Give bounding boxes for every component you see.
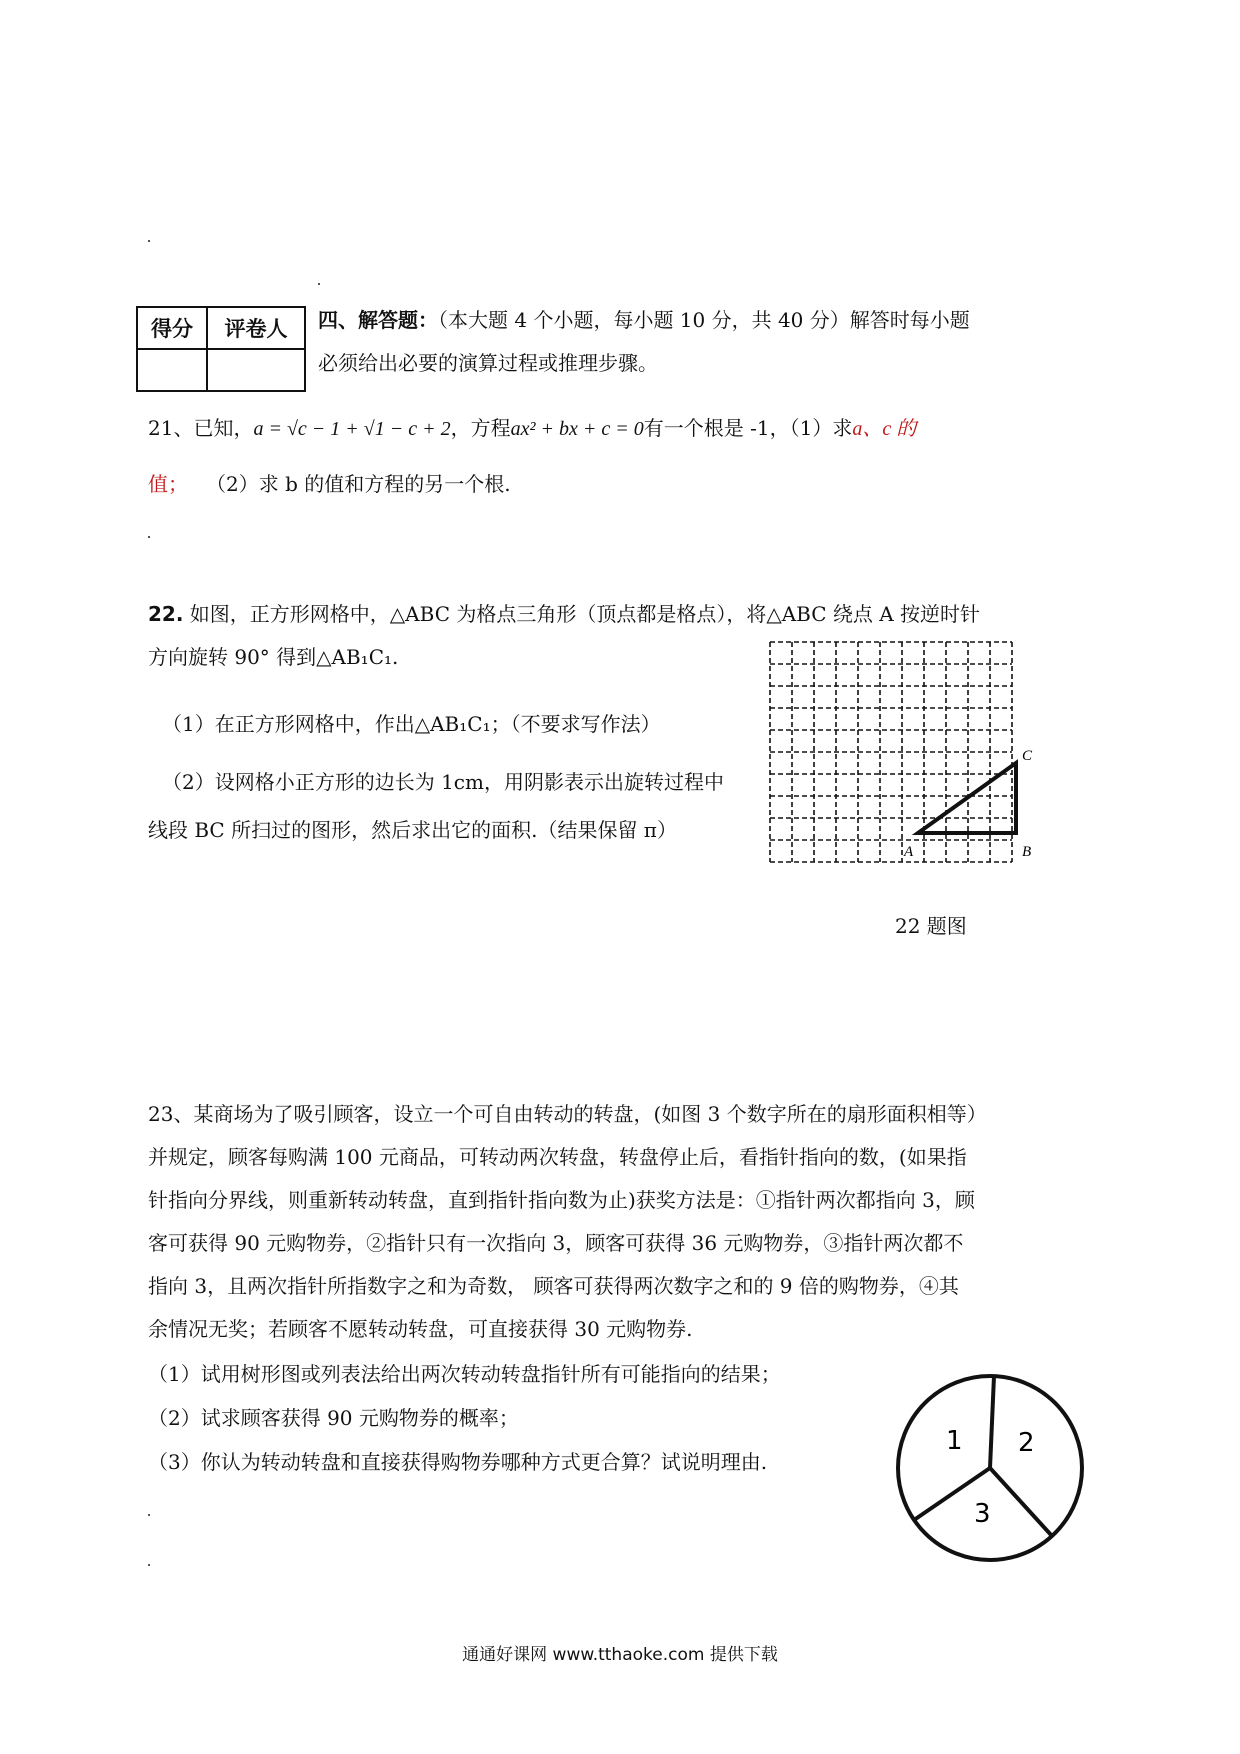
q23-text-2: 并规定，顾客每购满 100 元商品，可转动两次转盘，转盘停止后，看指针指向的数，(如果指 [148,1145,967,1169]
q22-text-1: 如图，正方形网格中，△ABC 为格点三角形（顶点都是格点），将△ABC 绕点 A 按逆时针 [189,602,981,626]
score-cell[interactable] [137,349,207,391]
stray-dot [148,1514,150,1516]
sector-1-label: 1 [946,1426,963,1456]
grid-lines [770,642,1012,862]
section-desc-line-2 [318,349,658,377]
grader-label: 评卷人 [207,307,305,349]
stray-dot [148,1564,150,1566]
q22-number: 22. [148,602,184,626]
q21-number: 21、 [148,416,194,440]
section-desc-1: （本大题 4 个小题，每小题 10 分，共 40 分）解答时每小题 [438,308,970,332]
q22-part2a-text: （2）设网格小正方形的边长为 1cm，用阴影表示出旋转过程中 [162,770,724,794]
q23-part-2 [148,1404,519,1432]
spinner-figure [890,1368,1090,1568]
q23-line-1 [148,1100,987,1128]
q22-part2b-text: 线段 BC 所扫过的图形，然后求出它的面积.（结果保留 π） [148,818,677,842]
label-a: A [904,844,914,860]
q23-part-3 [148,1448,767,1476]
stray-dot [148,240,150,242]
q21-part2: （2）求 b 的值和方程的另一个根. [206,472,511,496]
q21-equation: ax² + bx + c = 0 [510,418,644,440]
section-heading [318,306,970,334]
q22-part-2b [148,816,677,844]
q23-text-6: 余情况无奖；若顾客不愿转动转盘，可直接获得 30 元购物券. [148,1317,693,1341]
q21-red-text: 值； [148,472,188,496]
q23-line-4 [148,1229,963,1257]
q21-line-2 [148,470,511,498]
label-c: C [1022,748,1033,764]
spinner-divider-right [990,1468,1052,1536]
q23-text-1: 23、某商场为了吸引顾客，设立一个可自由转动的转盘，(如图 3 个数字所在的扇形面积相等） [148,1102,987,1126]
spinner-divider-top [990,1376,994,1468]
grader-cell[interactable] [207,349,305,391]
q22-part-2a [162,768,724,796]
q22-part1-text: （1）在正方形网格中，作出△AB₁C₁；（不要求写作法） [162,712,661,736]
section-desc-2: 必须给出必要的演算过程或推理步骤。 [318,351,658,375]
q22-caption: 22 题图 [895,914,967,938]
q23-line-2 [148,1143,967,1171]
q21-vars-red: a、c 的 [852,418,917,440]
stray-dot [148,536,150,538]
q23-text-5: 指向 3，且两次指针所指数字之和为奇数， 顾客可获得两次数字之和的 9 倍的购物券，④其 [148,1274,959,1298]
q23-part-1 [148,1360,781,1388]
q22-line-2 [148,643,398,671]
sector-2-label: 2 [1018,1428,1035,1458]
sector-3-label: 3 [974,1499,991,1529]
q23-part3-text: （3）你认为转动转盘和直接获得购物券哪种方式更合算？试说明理由. [148,1450,768,1474]
score-label: 得分 [137,307,207,349]
page-footer: 通通好课网 www.tthaoke.com 提供下载 [462,1645,778,1665]
q23-line-6 [148,1315,693,1343]
q22-part-1 [162,710,661,738]
score-table [136,306,306,392]
section-title: 四、解答题： [318,308,438,332]
q23-text-4: 客可获得 90 元购物券，②指针只有一次指向 3，顾客可获得 36 元购物券，③指针两次都不 [148,1231,964,1255]
stray-dot [318,283,320,285]
q21-line-1 [148,414,916,443]
q23-line-3 [148,1186,975,1214]
q22-text-2: 方向旋转 90° 得到△AB₁C₁. [148,645,399,669]
q22-grid-figure [768,640,1044,890]
label-b: B [1022,844,1032,860]
q21-text-a: 已知， [193,416,254,440]
q23-part1-text: （1）试用树形图或列表法给出两次转动转盘指针所有可能指向的结果； [148,1362,781,1386]
q21-text-c: 有一个根是 -1，（1）求 [643,416,853,440]
q21-text-b: ，方程 [450,416,511,440]
q23-part2-text: （2）试求顾客获得 90 元购物券的概率； [148,1406,519,1430]
q22-line-1 [148,600,980,628]
q23-line-5 [148,1272,959,1300]
q21-formula: a = √c − 1 + √1 − c + 2 [253,418,451,440]
q23-text-3: 针指向分界线，则重新转动转盘，直到指针指向数为止)获奖方法是：①指针两次都指向 3，顾 [148,1188,975,1212]
